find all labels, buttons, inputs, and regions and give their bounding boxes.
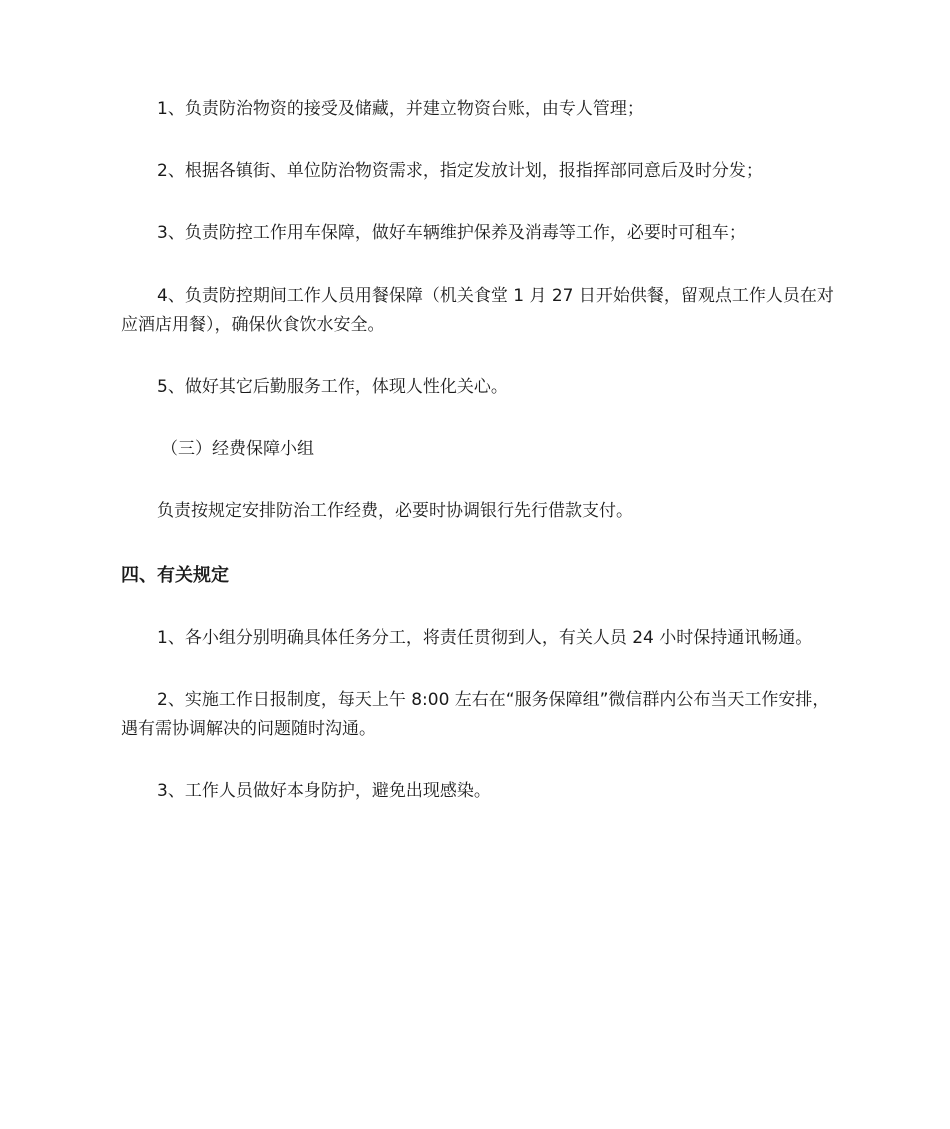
paragraph-supplies-storage: 1、负责防治物资的接受及储藏，并建立物资台账，由专人管理；: [157, 99, 644, 119]
paragraph-funding: 负责按规定安排防治工作经费，必要时协调银行先行借款支付。: [157, 501, 633, 521]
paragraph-meal-support: 4、负责防控期间工作人员用餐保障（机关食堂 1 月 27 日开始供餐，留观点工作人员在对应酒店用餐），确保伙食饮水安全。: [121, 286, 834, 335]
paragraph-self-protection: 3、工作人员做好本身防护，避免出现感染。: [157, 781, 491, 801]
subheading-funding-group: （三）经费保障小组: [161, 439, 314, 459]
paragraph-logistics-service: 5、做好其它后勤服务工作，体现人性化关心。: [157, 377, 508, 397]
paragraph-task-division: 1、各小组分别明确具体任务分工，将责任贯彻到人，有关人员 24 小时保持通讯畅通。: [157, 628, 813, 648]
paragraph-daily-report: 2、实施工作日报制度，每天上午 8:00 左右在“服务保障组”微信群内公布当天工作安排，遇有需协调解决的问题随时沟通。: [121, 690, 830, 739]
paragraph-vehicle-support: 3、负责防控工作用车保障，做好车辆维护保养及消毒等工作，必要时可租车；: [157, 223, 746, 243]
paragraph-supplies-distribution: 2、根据各镇街、单位防治物资需求，指定发放计划，报指挥部同意后及时分发；: [157, 161, 763, 181]
heading-regulations: 四、有关规定: [121, 565, 229, 586]
